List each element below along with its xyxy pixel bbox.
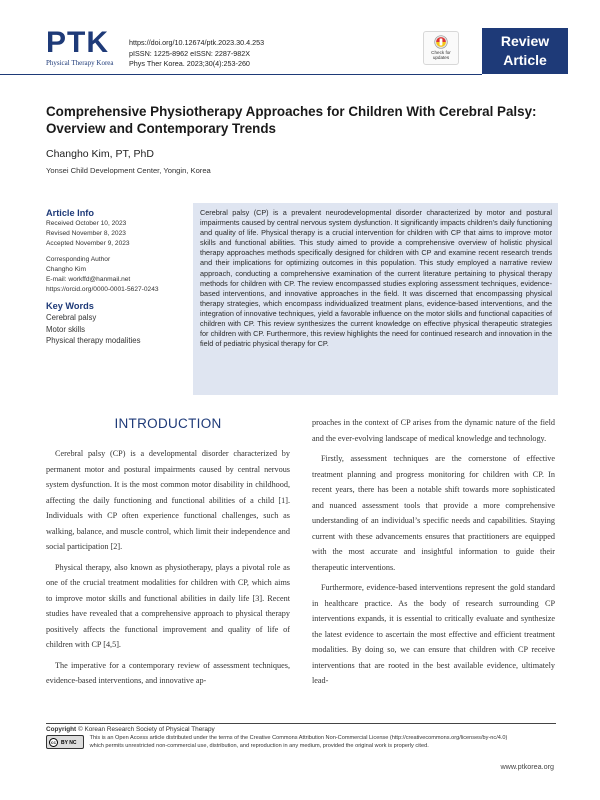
abstract-box: Cerebral palsy (CP) is a prevalent neurodevelopmental disorder characterized by motor and postural impairments caused by central nervous system dysfunction. It significantly impacts children’s daily functioning and quality of life. Physical therapy is a crucial intervention for children with CP that aims to improve motor skills and functional abilities. This study aimed to provide a comprehensive overview of holistic physical therapy approaches methods specifically designed for children with CP and examine recent research trends and their implications for optimizing outcomes in this population. This study employed a narrative review approach, conducting a comprehensive examination of the current literature pertaining to physical therapy methods for children with CP. The review encompassed studies exploring assessment techniques, evidence-based interventions, and innovative approaches in the field. It was discerned that encompassing physical therapy strategies, which encompass individualized treatment plans, evidence-based interventions, and the integration of innovative techniques, yield a favorable influence on the motor skills and functional capacities of children with CP. This review synthesizes the current knowledge on effective physical therapeutic strategies for children with CP. Furthermore, this review highlights the need for continued research and innovation in the field of pediatric physical therapy for CP.	[193, 203, 558, 395]
article-type-line-1: Review	[500, 33, 550, 49]
corresponding-heading: Corresponding Author	[46, 256, 111, 264]
journal-header	[0, 0, 600, 78]
article-type-box	[482, 28, 568, 74]
keyword-item: Cerebral palsy	[46, 313, 97, 323]
license-text-1: This is an Open Access article distributed under the terms of the Creative Commons Attribution Non-Commercial License (http://creativecommons.org/licenses/by-nc/4.0)	[89, 735, 508, 741]
cc-license-icon[interactable]: cc BY NC	[46, 735, 84, 749]
body-paragraph: proaches in the context of CP arises from the dynamic nature of the field and the ever-evolving landscape of medical knowledge and technology.	[312, 418, 555, 443]
corresponding-email[interactable]: E-mail: workffd@hanmail.net	[46, 275, 131, 283]
citation-line: Phys Ther Korea. 2023;30(4):253-260	[129, 59, 250, 69]
article-info-panel	[46, 208, 186, 346]
journal-logo	[46, 28, 114, 67]
corresponding-orcid[interactable]: https://orcid.org/0000-0001-5627-0243	[46, 285, 159, 293]
license-text-2: which permits unrestricted non-commercial use, distribution, and reproduction in any medium, provided the original work is properly cited.	[89, 743, 429, 749]
journal-website-link[interactable]: www.ptkorea.org	[500, 762, 554, 771]
introduction-heading: INTRODUCTION	[114, 416, 222, 431]
check-for-updates-badge[interactable]	[423, 31, 459, 65]
license-footer	[46, 726, 566, 750]
body-paragraph: Physical therapy, also known as physiotherapy, plays a pivotal role as one of the crucial treatment modalities for children with CP, which aims to improve motor skills and functional abilities in daily life [3]. Recent studies have revealed that a comprehensive approach to physical therapy positively affects the functional improvement and quality of life of children with CP [4,5].	[46, 562, 290, 649]
article-type-line-2: Article	[503, 52, 547, 68]
keywords-heading: Key Words	[46, 301, 94, 312]
received-date: Received October 10, 2023	[46, 220, 127, 227]
body-paragraph: Cerebral palsy (CP) is a developmental disorder characterized by permanent motor and postural impairments caused by central nervous system dysfunction. It is the most common motor disability in childhood, affecting the daily functioning and functional abilities of a child [1]. Individuals with CP often experience functional challenges, such as walking, balance, and muscle control, which limit their independence and social participation [2].	[46, 449, 290, 551]
body-paragraph: Furthermore, evidence-based interventions represent the gold standard in healthcare practice. As the body of research surrounding CP interventions expands, it is essential to critically evaluate and synthesize the latest evidence to ascertain the most effective and efficient treatment modalities. By doing so, we can ensure that children with CP receive interventions that are rooted in the best available evidence, ultimately lead-	[312, 583, 555, 685]
header-divider	[0, 74, 482, 75]
logo-wordmark: PTK	[46, 26, 109, 59]
logo-subtitle: Physical Therapy Korea	[46, 59, 114, 67]
article-title: Comprehensive Physiotherapy Approaches for Children With Cerebral Palsy: Overview and Contemporary Trends	[46, 104, 537, 136]
footer-divider	[46, 723, 556, 724]
body-paragraph: The imperative for a contemporary review of assessment techniques, evidence-based interventions, and innovative ap-	[46, 660, 290, 685]
body-paragraph: Firstly, assessment techniques are the cornerstone of effective treatment planning and progress monitoring for children with CP. In recent years, there has been a notable shift towards more sophisticated and nuanced assessment tools that provide a more comprehensive understanding of an individual’s specific needs and capabilities. Staying current with these advancements ensures that practitioners are equipped with the most accurate and insightful information to guide their therapeutic interventions.	[312, 454, 555, 572]
issn-line: pISSN: 1225-8962 eISSN: 2287-982X	[129, 48, 251, 58]
corresponding-name: Changho Kim	[46, 265, 86, 273]
keyword-item: Physical therapy modalities	[46, 335, 141, 345]
check-label-1: Check for	[431, 50, 451, 55]
crossmark-icon	[434, 35, 448, 49]
doi-link[interactable]: https://doi.org/10.12674/ptk.2023.30.4.253	[129, 38, 265, 47]
article-info-heading: Article Info	[46, 208, 94, 218]
keyword-item: Motor skills	[46, 324, 85, 334]
article-meta	[129, 38, 264, 70]
check-label-2: updates	[432, 55, 450, 61]
revised-date: Revised November 8, 2023	[46, 229, 126, 237]
accepted-date: Accepted November 9, 2023	[46, 239, 130, 247]
copyright-line: Copyright © Korean Research Society of Physical Therapy	[46, 726, 215, 733]
license-block	[46, 734, 566, 750]
body-column-left	[46, 446, 290, 694]
author-affiliation: Yonsei Child Development Center, Yongin, Korea	[46, 166, 211, 175]
author-name: Changho Kim, PT, PhD	[46, 148, 154, 160]
body-column-right	[312, 415, 555, 694]
